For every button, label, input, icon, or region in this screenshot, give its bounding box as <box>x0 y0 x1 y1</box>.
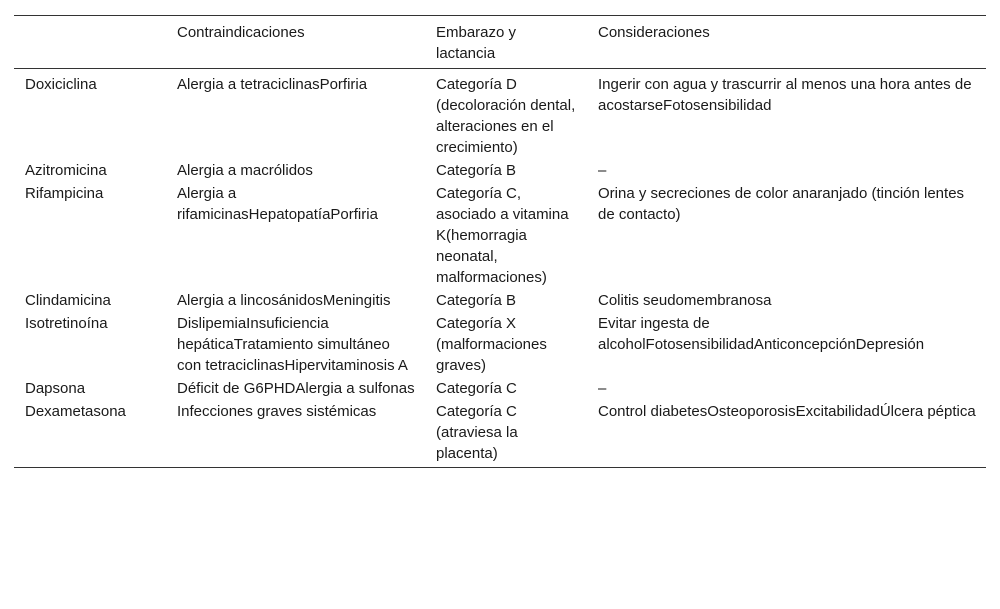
cell-considerations: – <box>598 162 607 179</box>
cell-considerations: – <box>598 380 607 397</box>
drug-table <box>14 15 986 468</box>
cell-contraindications: Alergia a lincosánidosMeningitis <box>177 292 391 309</box>
cell-drug: Rifampicina <box>25 185 104 202</box>
cell-contraindications: Alergia a tetraciclinasPorfiria <box>177 76 368 93</box>
cell-pregnancy: Categoría B <box>436 162 517 179</box>
cell-considerations: Orina y secreciones de color anaranjado (tinción lentes de contacto) <box>598 185 965 223</box>
cell-considerations: Evitar ingesta de alcoholFotosensibilidadAnticoncepciónDepresión <box>598 315 925 353</box>
cell-drug: Doxiciclina <box>25 76 97 93</box>
table-row <box>14 377 986 400</box>
header-pregnancy-lactation: Embarazo y lactancia <box>436 24 517 62</box>
header-contraindications: Contraindicaciones <box>177 24 305 41</box>
cell-pregnancy: Categoría B <box>436 292 517 309</box>
cell-considerations: Control diabetesOsteoporosisExcitabilidadÚlcera péptica <box>598 403 976 420</box>
cell-drug: Dapsona <box>25 380 86 397</box>
table-row <box>14 312 986 377</box>
table-row <box>14 400 986 468</box>
cell-contraindications: Alergia a macrólidos <box>177 162 313 179</box>
cell-contraindications: Infecciones graves sistémicas <box>177 403 377 420</box>
cell-pregnancy: Categoría C, asociado a vitamina K(hemorragia neonatal, malformaciones) <box>436 185 569 286</box>
table-body <box>14 69 986 468</box>
table-row <box>14 289 986 312</box>
header-drug <box>14 16 166 69</box>
table-header <box>14 16 986 69</box>
table-row <box>14 69 986 160</box>
cell-pregnancy: Categoría X (malformaciones graves) <box>436 315 547 374</box>
cell-contraindications: DislipemiaInsuficiencia hepáticaTratamiento simultáneo con tetraciclinasHipervitaminosis A <box>177 315 408 374</box>
cell-considerations: Colitis seudomembranosa <box>598 292 772 309</box>
table-row <box>14 159 986 182</box>
cell-pregnancy: Categoría C <box>436 380 517 397</box>
cell-drug: Azitromicina <box>25 162 107 179</box>
cell-drug: Clindamicina <box>25 292 111 309</box>
cell-pregnancy: Categoría C (atraviesa la placenta) <box>436 403 518 462</box>
cell-drug: Isotretinoína <box>25 315 108 332</box>
cell-pregnancy: Categoría D (decoloración dental, alteraciones en el crecimiento) <box>436 76 576 156</box>
cell-considerations: Ingerir con agua y trascurrir al menos una hora antes de acostarseFotosensibilidad <box>598 76 972 114</box>
cell-contraindications: Alergia a rifamicinasHepatopatíaPorfiria <box>177 185 378 223</box>
table-row <box>14 182 986 289</box>
header-row <box>14 16 986 69</box>
cell-contraindications: Déficit de G6PHDAlergia a sulfonas <box>177 380 415 397</box>
cell-drug: Dexametasona <box>25 403 126 420</box>
header-considerations: Consideraciones <box>598 24 710 41</box>
